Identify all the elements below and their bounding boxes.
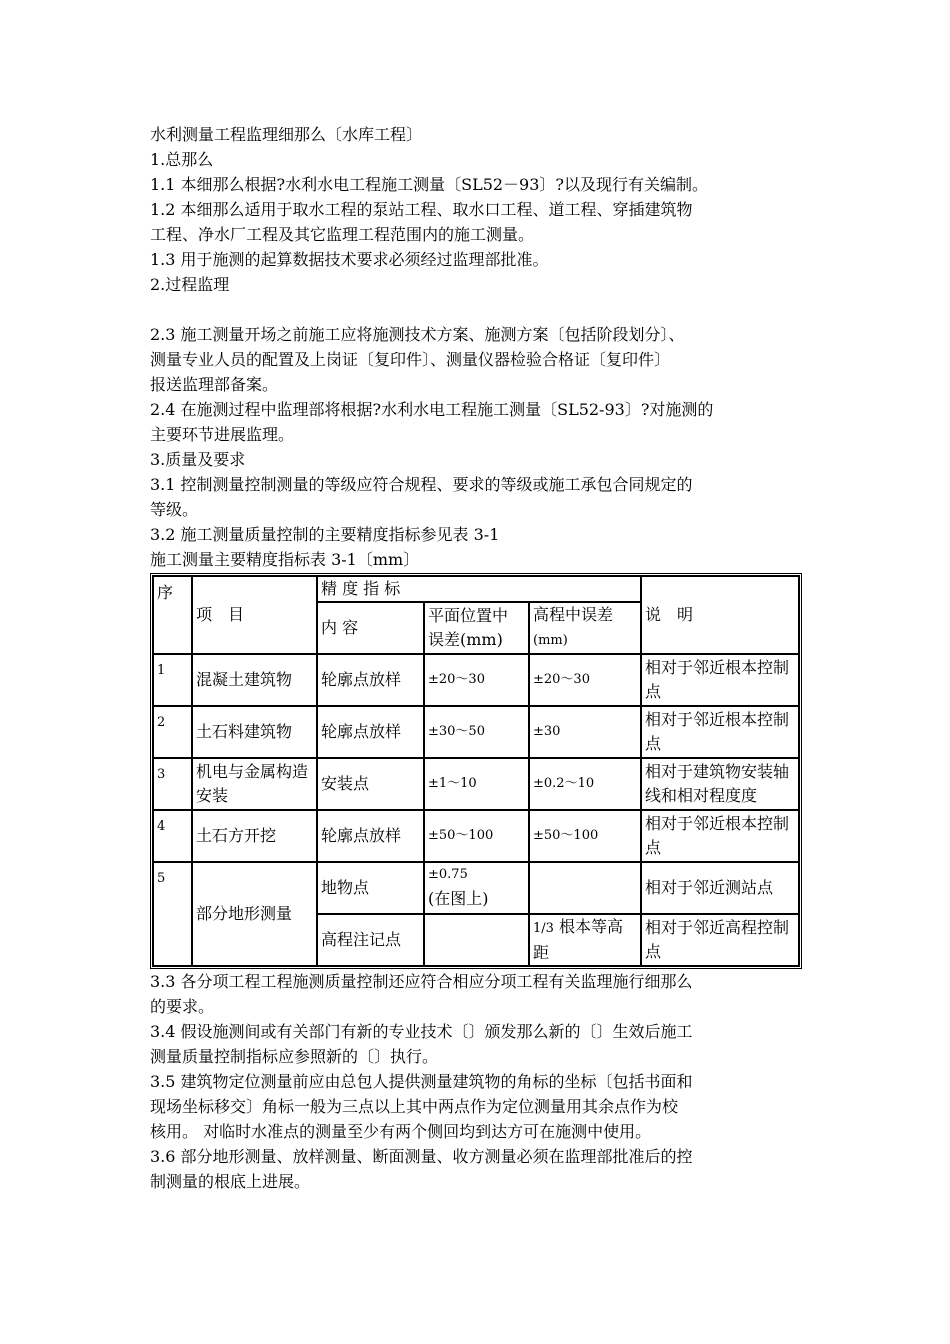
header-plane-line2: 误差(mm) [428, 630, 503, 649]
paragraph-line: 3.2 施工测量质量控制的主要精度指标参见表 3-1 [150, 525, 500, 544]
paragraph-line: 测量质量控制指标应参照新的〔〕执行。 [150, 1047, 439, 1066]
blank-line [150, 297, 810, 322]
cell-content: 安装点 [317, 758, 424, 810]
cell-plane-line2: (在图上) [428, 889, 489, 908]
cell-note: 相对于邻近根本控制点 [641, 810, 799, 862]
cell-plane: ±20～30 [424, 654, 529, 706]
table-row [153, 654, 799, 706]
cell-item: 土石料建筑物 [192, 706, 317, 758]
table-row [153, 758, 799, 810]
cell-seq: 5 [153, 862, 192, 966]
doc-title: 水利测量工程监理细那么〔水库工程〕 [150, 125, 423, 144]
paragraph-line: 2.4 在施测过程中监理部将根据?水利水电工程施工测量〔SL52-93〕?对施测的 [150, 400, 714, 419]
paragraph-line: 的要求。 [150, 997, 215, 1016]
cell-plane: ±30～50 [424, 706, 529, 758]
cell-content: 地物点 [317, 862, 424, 914]
cell-seq: 4 [153, 810, 192, 862]
header-plane-line1: 平面位置中 [428, 606, 509, 625]
cell-content: 高程注记点 [317, 914, 424, 966]
table-row [153, 810, 799, 862]
paragraph-line: 现场坐标移交〕角标一般为三点以上其中两点作为定位测量用其余点作为校 [150, 1097, 679, 1116]
cell-note: 相对于建筑物安装轴线和相对程度度 [641, 758, 799, 810]
cell-elev-fraction: 1/3 [533, 921, 554, 936]
cell-note: 相对于邻近根本控制点 [641, 654, 799, 706]
cell-item: 土石方开挖 [192, 810, 317, 862]
header-elev-line1: 高程中误差 [533, 605, 614, 624]
cell-seq: 2 [153, 706, 192, 758]
paragraph-line: 1.3 用于施测的起算数据技术要求必须经过监理部批准。 [150, 250, 549, 269]
cell-content: 轮廓点放样 [317, 810, 424, 862]
intro-section [150, 122, 810, 572]
paragraph-line: 3.6 部分地形测量、放样测量、断面测量、收方测量必须在监理部批准后的控 [150, 1147, 693, 1166]
header-seq: 序 [153, 576, 192, 654]
cell-note: 相对于邻近测站点 [641, 862, 799, 914]
cell-content: 轮廓点放样 [317, 706, 424, 758]
paragraph-line: 主要环节进展监理。 [150, 425, 295, 444]
paragraph-line: 2.过程监理 [150, 275, 230, 294]
paragraph-line: 测量专业人员的配置及上岗证〔复印件〕、测量仪器检验合格证〔复印件〕 [150, 350, 671, 369]
cell-note: 相对于邻近根本控制点 [641, 706, 799, 758]
cell-elev: ±20～30 [529, 654, 641, 706]
header-accuracy: 精 度 指 标 [317, 576, 641, 602]
paragraph-line: 3.1 控制测量控制测量的等级应符合规程、要求的等级或施工承包合同规定的 [150, 475, 693, 494]
paragraph-line: 1.2 本细那么适用于取水工程的泵站工程、取水口工程、道工程、穿插建筑物 [150, 200, 693, 219]
cell-elev-text: 根本等高距 [533, 917, 624, 962]
header-note: 说 明 [641, 576, 799, 654]
cell-elev: ±50～100 [529, 810, 641, 862]
cell-elev [529, 862, 641, 914]
table-caption: 施工测量主要精度指标表 3-1〔mm〕 [150, 550, 420, 569]
cell-item: 机电与金属构造安装 [192, 758, 317, 810]
precision-table [150, 573, 802, 969]
cell-note: 相对于邻近高程控制点 [641, 914, 799, 966]
header-elev-line2: (mm) [533, 633, 568, 648]
paragraph-line: 3.质量及要求 [150, 450, 246, 469]
cell-plane: ±50～100 [424, 810, 529, 862]
cell-item: 混凝土建筑物 [192, 654, 317, 706]
cell-elev: ±0.2～10 [529, 758, 641, 810]
cell-seq: 3 [153, 758, 192, 810]
cell-plane-line1: ±0.75 [428, 867, 468, 882]
requirements-section [150, 969, 810, 1194]
cell-elev [529, 914, 641, 966]
paragraph-line: 核用。 对临时水准点的测量至少有两个侧回均到达方可在施测中使用。 [150, 1122, 652, 1141]
header-plane-error [424, 602, 529, 654]
cell-plane [424, 914, 529, 966]
cell-content: 轮廓点放样 [317, 654, 424, 706]
paragraph-line: 2.3 施工测量开场之前施工应将施测技术方案、施测方案〔包括阶段划分〕、 [150, 325, 685, 344]
paragraph-line: 1.总那么 [150, 150, 214, 169]
cell-item: 部分地形测量 [192, 862, 317, 966]
header-item: 项 目 [192, 576, 317, 654]
paragraph-line: 3.4 假设施测间或有关部门有新的专业技术〔〕颁发那么新的〔〕生效后施工 [150, 1022, 693, 1041]
paragraph-line: 3.5 建筑物定位测量前应由总包人提供测量建筑物的角标的坐标〔包括书面和 [150, 1072, 693, 1091]
paragraph-line: 3.3 各分项工程工程施测质量控制还应符合相应分项工程有关监理施行细那么 [150, 972, 693, 991]
paragraph-line: 等级。 [150, 500, 199, 519]
cell-elev: ±30 [529, 706, 641, 758]
paragraph-line: 工程、净水厂工程及其它监理工程范围内的施工测量。 [150, 225, 535, 244]
paragraph-line: 报送监理部备案。 [150, 375, 279, 394]
header-content: 内 容 [317, 602, 424, 654]
paragraph-line: 制测量的根底上进展。 [150, 1172, 311, 1191]
paragraph-line: 1.1 本细那么根据?水利水电工程施工测量〔SL52－93〕?以及现行有关编制。 [150, 175, 708, 194]
cell-plane: ±1～10 [424, 758, 529, 810]
cell-seq: 1 [153, 654, 192, 706]
cell-plane [424, 862, 529, 914]
table-row [153, 706, 799, 758]
header-elev-error [529, 602, 641, 654]
table-row [153, 862, 799, 914]
